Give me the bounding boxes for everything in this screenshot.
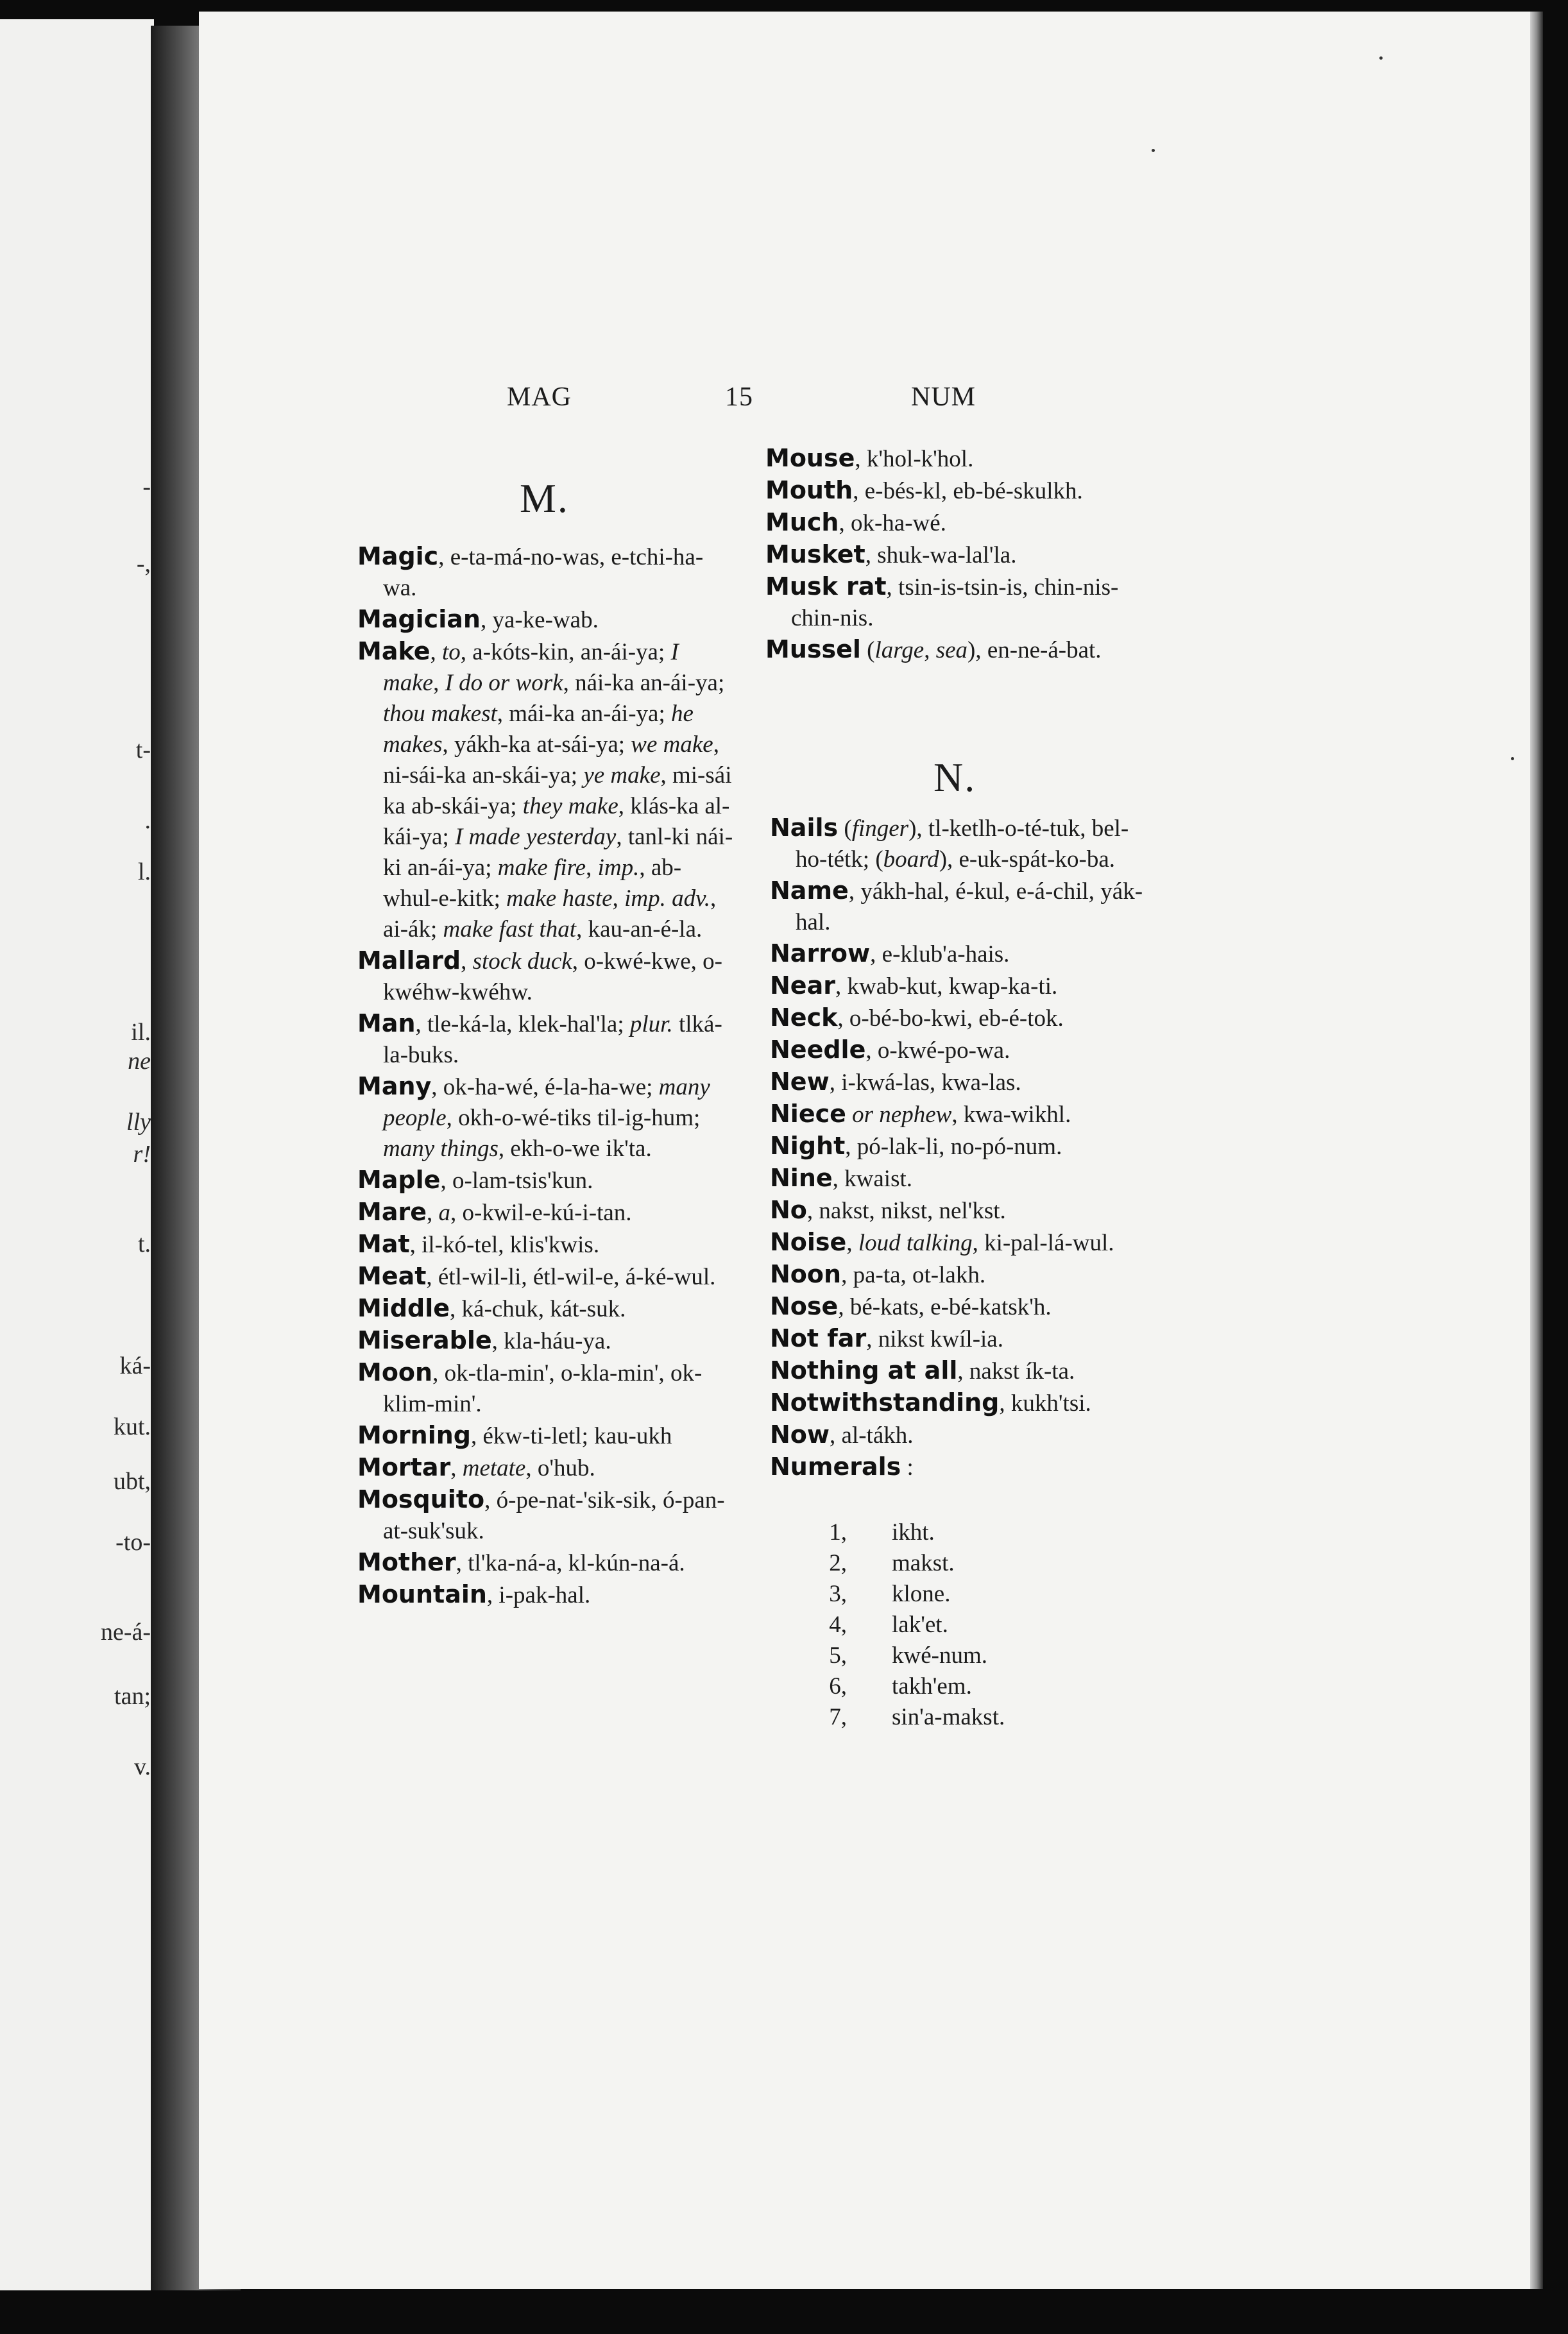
entry-definition: , a, o-kwil-e-kú-i-tan.: [426, 1200, 632, 1226]
entry-m-4: [357, 1008, 736, 1071]
entry-n-18: [770, 1451, 1155, 1483]
entry-definition: , pa-ta, ot-lakh.: [841, 1262, 986, 1288]
numeral-digit: 2,: [829, 1550, 847, 1576]
entry-n-8: [770, 1130, 1155, 1163]
entry-n-1: [770, 875, 1155, 938]
entry-headword: Noise: [770, 1228, 847, 1256]
entry-headword: Name: [770, 876, 849, 905]
numeral-word: ikht.: [892, 1519, 935, 1546]
entry-headword: Musket: [765, 540, 865, 568]
page-number: 15: [725, 382, 753, 412]
entry-definition: , yákh-hal, é-kul, e-á-chil, yák-hal.: [796, 878, 1143, 935]
entry-n-2: [770, 938, 1155, 970]
entry-definition: , kwaist.: [832, 1166, 913, 1192]
numeral-row: [776, 1640, 1097, 1671]
entry-n-4: [770, 1002, 1155, 1034]
entry-m-16: [357, 1547, 736, 1579]
entry-m-14: [357, 1452, 736, 1484]
entry-definition: , o-bé-bo-kwi, eb-é-tok.: [837, 1005, 1064, 1032]
entry-n-0: [770, 812, 1155, 875]
entry-n-17: [770, 1419, 1155, 1451]
facing-page-text: t.: [137, 1231, 151, 1257]
entry-definition: , ok-ha-wé.: [839, 510, 946, 536]
entry-definition: , kukh'tsi.: [999, 1390, 1091, 1417]
entry-n-5: [770, 1034, 1155, 1066]
entry-definition: , étl-wil-li, étl-wil-e, á-ké-wul.: [426, 1264, 716, 1290]
entry-definition: , bé-kats, e-bé-katsk'h.: [838, 1294, 1052, 1320]
entry-m-18: [765, 443, 1150, 475]
entry-headword: Meat: [357, 1262, 427, 1290]
numeral-row: [776, 1671, 1097, 1702]
facing-page-text: ká-: [119, 1352, 151, 1379]
entry-headword: Nine: [770, 1164, 833, 1192]
entries-column-right-n: [770, 812, 1155, 1483]
entry-headword: Mussel: [765, 635, 861, 663]
numeral-digit: 7,: [829, 1704, 847, 1730]
entry-headword: Musk rat: [765, 572, 887, 601]
entry-m-23: [765, 634, 1150, 666]
numeral-row: [776, 1610, 1097, 1640]
numeral-digit: 5,: [829, 1642, 847, 1669]
entry-definition: , kwab-kut, kwap-ka-ti.: [835, 973, 1058, 1000]
entry-headword: Mountain: [357, 1580, 487, 1608]
entry-m-22: [765, 571, 1150, 634]
entry-definition: , ékw-ti-letl; kau-ukh: [471, 1423, 672, 1449]
entry-headword: Nose: [770, 1292, 839, 1320]
entry-headword: Numerals: [770, 1452, 901, 1481]
entry-definition: , e-klub'a-hais.: [870, 941, 1010, 967]
entry-headword: Niece: [770, 1100, 846, 1128]
entry-definition: , nikst kwíl-ia.: [866, 1326, 1003, 1352]
facing-page-text: ne-á-: [100, 1619, 151, 1646]
entry-definition: , e-bés-kl, eb-bé-skulkh.: [853, 478, 1083, 504]
entry-headword: Man: [357, 1009, 416, 1037]
entry-headword: Middle: [357, 1294, 450, 1322]
numeral-row: [776, 1517, 1097, 1548]
facing-page-text: -,: [136, 550, 151, 577]
entry-headword: Near: [770, 971, 835, 1000]
entry-m-15: [357, 1484, 736, 1547]
entry-m-17: [357, 1579, 736, 1611]
entry-n-10: [770, 1195, 1155, 1227]
facing-page-text: -: [142, 473, 151, 500]
section-letter-m: M.: [520, 475, 569, 521]
facing-page-text: kut.: [113, 1413, 151, 1440]
entry-m-6: [357, 1164, 736, 1197]
numeral-digit: 4,: [829, 1612, 847, 1638]
entry-n-9: [770, 1163, 1155, 1195]
entry-n-11: [770, 1227, 1155, 1259]
entry-headword: Much: [765, 508, 839, 536]
entry-headword: New: [770, 1068, 830, 1096]
entry-headword: Nothing at all: [770, 1356, 958, 1384]
entry-headword: Not far: [770, 1324, 867, 1352]
running-head-left: MAG: [507, 382, 572, 412]
facing-page-text: .: [144, 807, 151, 834]
entry-n-6: [770, 1066, 1155, 1098]
facing-page-text: lly: [126, 1109, 151, 1136]
facing-page-text: t-: [135, 737, 151, 763]
facing-page-text: ne: [128, 1048, 151, 1075]
entry-definition: , o-lam-tsis'kun.: [440, 1168, 593, 1194]
page-edge: [1530, 12, 1543, 2289]
entry-n-16: [770, 1387, 1155, 1419]
entry-definition: , nakst ík-ta.: [957, 1358, 1075, 1384]
entry-m-1: [357, 604, 736, 636]
entry-definition: , tle-ká-la, klek-hal'la; plur. tlká-la-buks.: [383, 1011, 722, 1068]
entry-headword: Noon: [770, 1260, 842, 1288]
numeral-word: takh'em.: [892, 1673, 972, 1699]
running-head-right: NUM: [911, 382, 976, 412]
numeral-row: [776, 1548, 1097, 1579]
entry-definition: , ya-ke-wab.: [480, 607, 599, 633]
entry-m-2: [357, 636, 736, 945]
numeral-word: makst.: [892, 1550, 955, 1576]
numeral-word: sin'a-makst.: [892, 1704, 1005, 1730]
entry-headword: Mouth: [765, 476, 853, 504]
entry-headword: Mare: [357, 1198, 427, 1226]
entries-column-left: [357, 541, 736, 1611]
entry-n-13: [770, 1291, 1155, 1323]
entry-definition: , il-kó-tel, klis'kwis.: [409, 1232, 600, 1258]
numeral-word: klone.: [892, 1581, 951, 1607]
entry-definition: , i-pak-hal.: [486, 1582, 591, 1608]
numeral-digit: 3,: [829, 1581, 847, 1607]
entry-definition: , i-kwá-las, kwa-las.: [829, 1069, 1021, 1096]
entry-m-11: [357, 1325, 736, 1357]
entry-m-21: [765, 539, 1150, 571]
facing-page-text: r!: [133, 1141, 151, 1168]
entry-n-7: [770, 1098, 1155, 1130]
numeral-row: [776, 1579, 1097, 1610]
numeral-row: [776, 1702, 1097, 1733]
entry-headword: Notwithstanding: [770, 1388, 1000, 1417]
entry-definition: , metate, o'hub.: [450, 1455, 595, 1481]
entry-m-0: [357, 541, 736, 604]
entry-definition: :: [901, 1454, 914, 1481]
facing-page-text: l.: [137, 858, 151, 885]
entry-definition: , loud talking, ki-pal-lá-wul.: [846, 1230, 1114, 1256]
entry-headword: Night: [770, 1132, 846, 1160]
entry-headword: Mat: [357, 1230, 410, 1258]
entry-m-19: [765, 475, 1150, 507]
facing-page-fragment: [0, 19, 154, 2290]
paper-speck: [1152, 149, 1155, 152]
entry-headword: Mosquito: [357, 1485, 485, 1513]
entry-definition: , shuk-wa-lal'la.: [865, 542, 1017, 568]
entry-headword: Now: [770, 1420, 830, 1449]
entry-definition: , ó-pe-nat-'sik-sik, ó-pan-at-suk'suk.: [383, 1487, 725, 1544]
entry-m-12: [357, 1357, 736, 1420]
entry-definition: , e-ta-má-no-was, e-tchi-ha-wa.: [383, 544, 704, 601]
entry-headword: Maple: [357, 1166, 441, 1194]
entry-m-10: [357, 1293, 736, 1325]
numeral-word: lak'et.: [892, 1612, 948, 1638]
entry-m-3: [357, 945, 736, 1008]
entry-definition: , kla-háu-ya.: [491, 1328, 611, 1354]
entry-headword: Mallard: [357, 946, 461, 975]
entry-headword: Magic: [357, 542, 439, 570]
entry-definition: , o-kwé-po-wa.: [865, 1037, 1010, 1064]
entry-headword: Magician: [357, 605, 481, 633]
facing-page-text: ubt,: [113, 1468, 151, 1495]
entry-headword: Mother: [357, 1548, 456, 1576]
numeral-digit: 1,: [829, 1519, 847, 1546]
numeral-digit: 6,: [829, 1673, 847, 1699]
entry-definition: (finger), tl-ketlh-o-té-tuk, bel-ho-tétk; (board), e-uk-spát-ko-ba.: [796, 815, 1129, 873]
entry-headword: Make: [357, 637, 430, 665]
entry-n-15: [770, 1355, 1155, 1387]
entry-headword: Mortar: [357, 1453, 451, 1481]
entry-definition: , k'hol-k'hol.: [855, 446, 974, 472]
entry-definition: , tl'ka-ná-a, kl-kún-na-á.: [456, 1550, 685, 1576]
paper-speck: [1379, 56, 1383, 60]
entry-definition: , nakst, nikst, nel'kst.: [806, 1198, 1006, 1224]
entry-definition: , tsin-is-tsin-is, chin-nis-chin-nis.: [791, 574, 1119, 631]
entry-headword: Narrow: [770, 939, 871, 967]
entry-headword: Moon: [357, 1358, 433, 1386]
facing-page-text: il.: [131, 1019, 151, 1046]
numerals-list: [776, 1517, 1097, 1733]
entry-definition: , al-tákh.: [830, 1422, 914, 1449]
entry-headword: Many: [357, 1072, 432, 1100]
entry-definition: , stock duck, o-kwé-kwe, o-kwéhw-kwéhw.: [383, 948, 722, 1005]
entry-definition: or nephew, kwa-wikhl.: [852, 1102, 1071, 1128]
entry-headword: Needle: [770, 1035, 866, 1064]
entries-column-right-m: [765, 443, 1150, 666]
entry-m-20: [765, 507, 1150, 539]
entry-headword: Miserable: [357, 1326, 492, 1354]
entry-definition: , ok-tla-min', o-kla-min', ok-klim-min'.: [383, 1360, 703, 1417]
entry-headword: Nails: [770, 813, 839, 842]
facing-page-text: tan;: [114, 1683, 151, 1710]
entry-definition: , ok-ha-wé, é-la-ha-we; many people, okh-o-wé-tiks til-ig-hum; many things, ekh-o-we ik'ta.: [383, 1074, 710, 1162]
entry-m-5: [357, 1071, 736, 1164]
entry-m-7: [357, 1197, 736, 1229]
entry-headword: Neck: [770, 1003, 838, 1032]
entry-n-3: [770, 970, 1155, 1002]
numeral-word: kwé-num.: [892, 1642, 987, 1669]
entry-definition: , to, a-kóts-kin, an-ái-ya; I make, I do or work, nái-ka an-ái-ya; thou makest, mái-ka an-ái-ya; he makes, yákh-ka at-sái-ya; we make, ni-sái-ka an-skái-ya; ye make, mi-sái ka ab-skái-ya; they make, klás-ka al-kái-ya; I made yesterday, tanl-ki nái-ki an-ái-ya; make fire, imp., ab-whul-e-kitk; make haste, imp. adv., ai-ák; make fast that, kau-an-é-la.: [383, 639, 733, 942]
entry-m-13: [357, 1420, 736, 1452]
facing-page-text: -to-: [115, 1529, 151, 1556]
entry-headword: Mouse: [765, 444, 855, 472]
entry-m-9: [357, 1261, 736, 1293]
entry-definition: , pó-lak-li, no-pó-num.: [845, 1134, 1062, 1160]
paper-speck: [1511, 757, 1514, 760]
entry-n-14: [770, 1323, 1155, 1355]
entry-m-8: [357, 1229, 736, 1261]
entry-definition: (large, sea), en-ne-á-bat.: [860, 637, 1102, 663]
entry-definition: , ká-chuk, kát-suk.: [450, 1296, 626, 1322]
facing-page-text: v.: [133, 1753, 151, 1780]
entry-headword: No: [770, 1196, 807, 1224]
entry-headword: Morning: [357, 1421, 471, 1449]
section-letter-n: N.: [933, 754, 976, 800]
entry-n-12: [770, 1259, 1155, 1291]
